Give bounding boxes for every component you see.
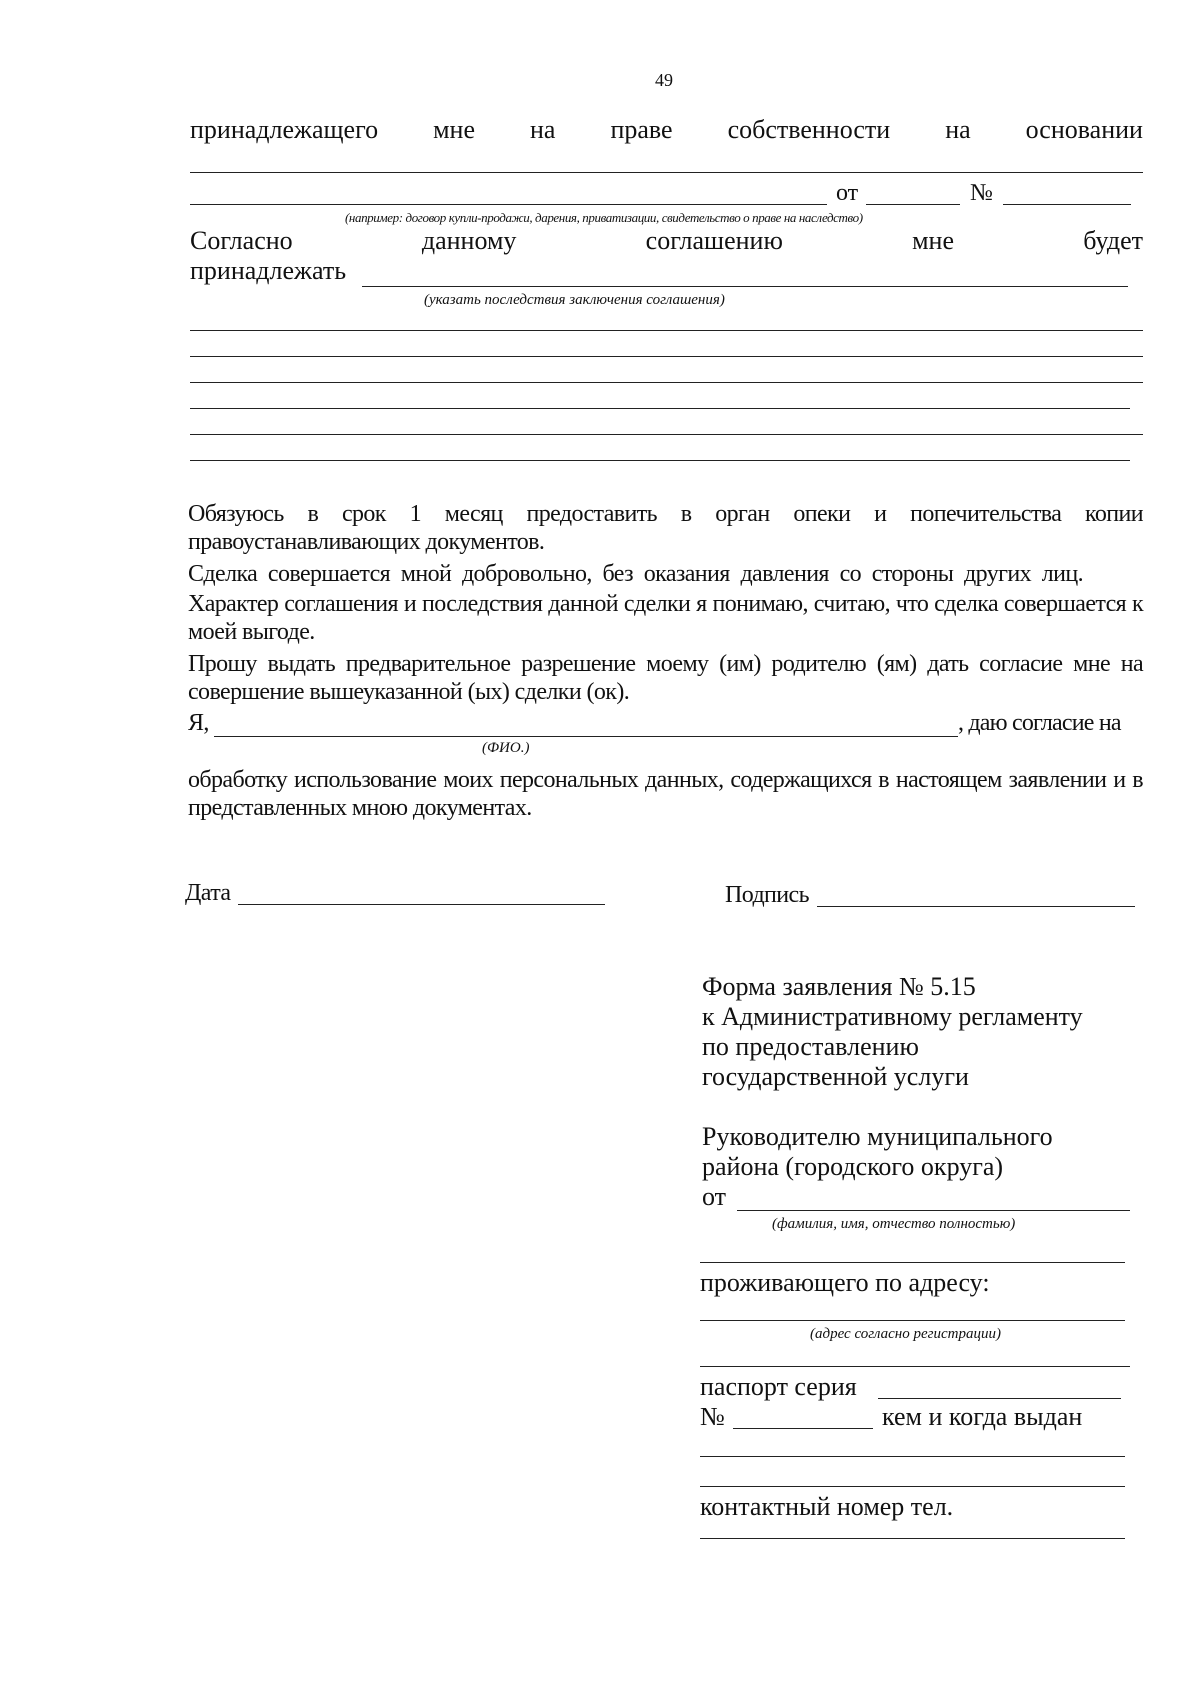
address-hint: (адрес согласно регистрации) [810,1326,1001,1342]
row-word: праве [610,115,673,144]
row-word: на [945,115,971,144]
applicant-name-line[interactable] [737,1210,1130,1211]
row-word: соглашению [645,226,783,255]
row-word: собственности [727,115,891,144]
issued-by-line[interactable] [700,1456,1125,1457]
from-label: от [702,1182,727,1211]
paragraph-personal-data: обработку использование моих персональных данных, содержащихся в настоящем заявлении и в представленных мною документах. [188,767,1143,821]
row-word: будет [1083,226,1143,255]
issued-by-label: кем и когда выдан [882,1402,1083,1431]
number-label: № [970,180,993,206]
paragraph-obligation: Обязуюсь в срок 1 месяц предоставить в орган опеки и попечительства копии правоустанавливающих документов. [188,501,1143,555]
applicant-name-hint: (фамилия, имя, отчество полностью) [772,1216,1016,1232]
form-subtitle: государственной услуги [702,1062,969,1091]
belong-label: принадлежать [190,256,347,285]
date-line[interactable] [238,904,605,905]
signature-label: Подпись [725,882,809,908]
blank-line[interactable] [190,382,1143,383]
form-subtitle: по предоставлению [702,1032,919,1061]
basis-line-2[interactable] [190,204,827,205]
fio-line[interactable] [214,736,958,737]
passport-number-label: № [700,1402,725,1431]
row-word: данному [421,226,517,255]
row-word: принадлежащего [190,115,379,144]
blank-line[interactable] [190,434,1143,435]
row-word: мне [433,115,476,144]
consequence-hint: (указать последствия заключения соглашения) [424,292,725,308]
blank-line[interactable] [190,460,1130,461]
paragraph-voluntary: Сделка совершается мной добровольно, без оказания давления со стороны других лиц. [188,561,1083,587]
address-line[interactable] [700,1320,1125,1321]
paragraph-understanding: Характер соглашения и последствия данной сделки я понимаю, считаю, что сделка совершается к моей выгоде. [188,591,1143,645]
basis-line-1[interactable] [190,172,1143,173]
passport-series-label: паспорт серия [700,1372,857,1401]
row-word: основании [1025,115,1143,144]
blank-line[interactable] [190,408,1130,409]
row-word: мне [912,226,955,255]
i-label: Я, [188,710,209,736]
passport-series-line[interactable] [878,1398,1121,1399]
phone-label: контактный номер тел. [700,1492,954,1521]
agreement-row [190,226,1143,256]
basis-hint: (например: договор купли-продажи, дарения, приватизации, свидетельство о праве на наследство) [345,210,863,225]
date-from-label: от [836,180,859,206]
row-word: Согласно [190,226,293,255]
issued-by-line-2[interactable] [700,1486,1125,1487]
belong-line[interactable] [362,286,1128,287]
blank-line[interactable] [190,330,1143,331]
paragraph-request: Прошу выдать предварительное разрешение моему (им) родителю (ям) дать согласие мне на совершение вышеуказанной (ых) сделки (ок). [188,651,1143,705]
phone-line[interactable] [700,1538,1125,1539]
signature-line[interactable] [817,906,1135,907]
consent-label: , даю согласие на [958,710,1121,736]
basis-date-line[interactable] [866,204,960,205]
blank-line[interactable] [190,356,1143,357]
form-subtitle: к Административному регламенту [702,1002,1083,1031]
form-title: Форма заявления № 5.15 [702,972,976,1001]
residing-label: проживающего по адресу: [700,1268,990,1297]
row-word: на [530,115,556,144]
basis-number-line[interactable] [1003,204,1131,205]
applicant-name-line-2[interactable] [700,1262,1125,1263]
date-label: Дата [185,880,231,906]
passport-number-line[interactable] [733,1428,873,1429]
fio-hint: (ФИО.) [482,740,530,756]
ownership-row [190,115,1143,145]
address-line-2[interactable] [700,1366,1130,1367]
addressee: Руководителю муниципального [702,1122,1053,1151]
page-number: 49 [655,70,673,90]
addressee: района (городского округа) [702,1152,1004,1181]
